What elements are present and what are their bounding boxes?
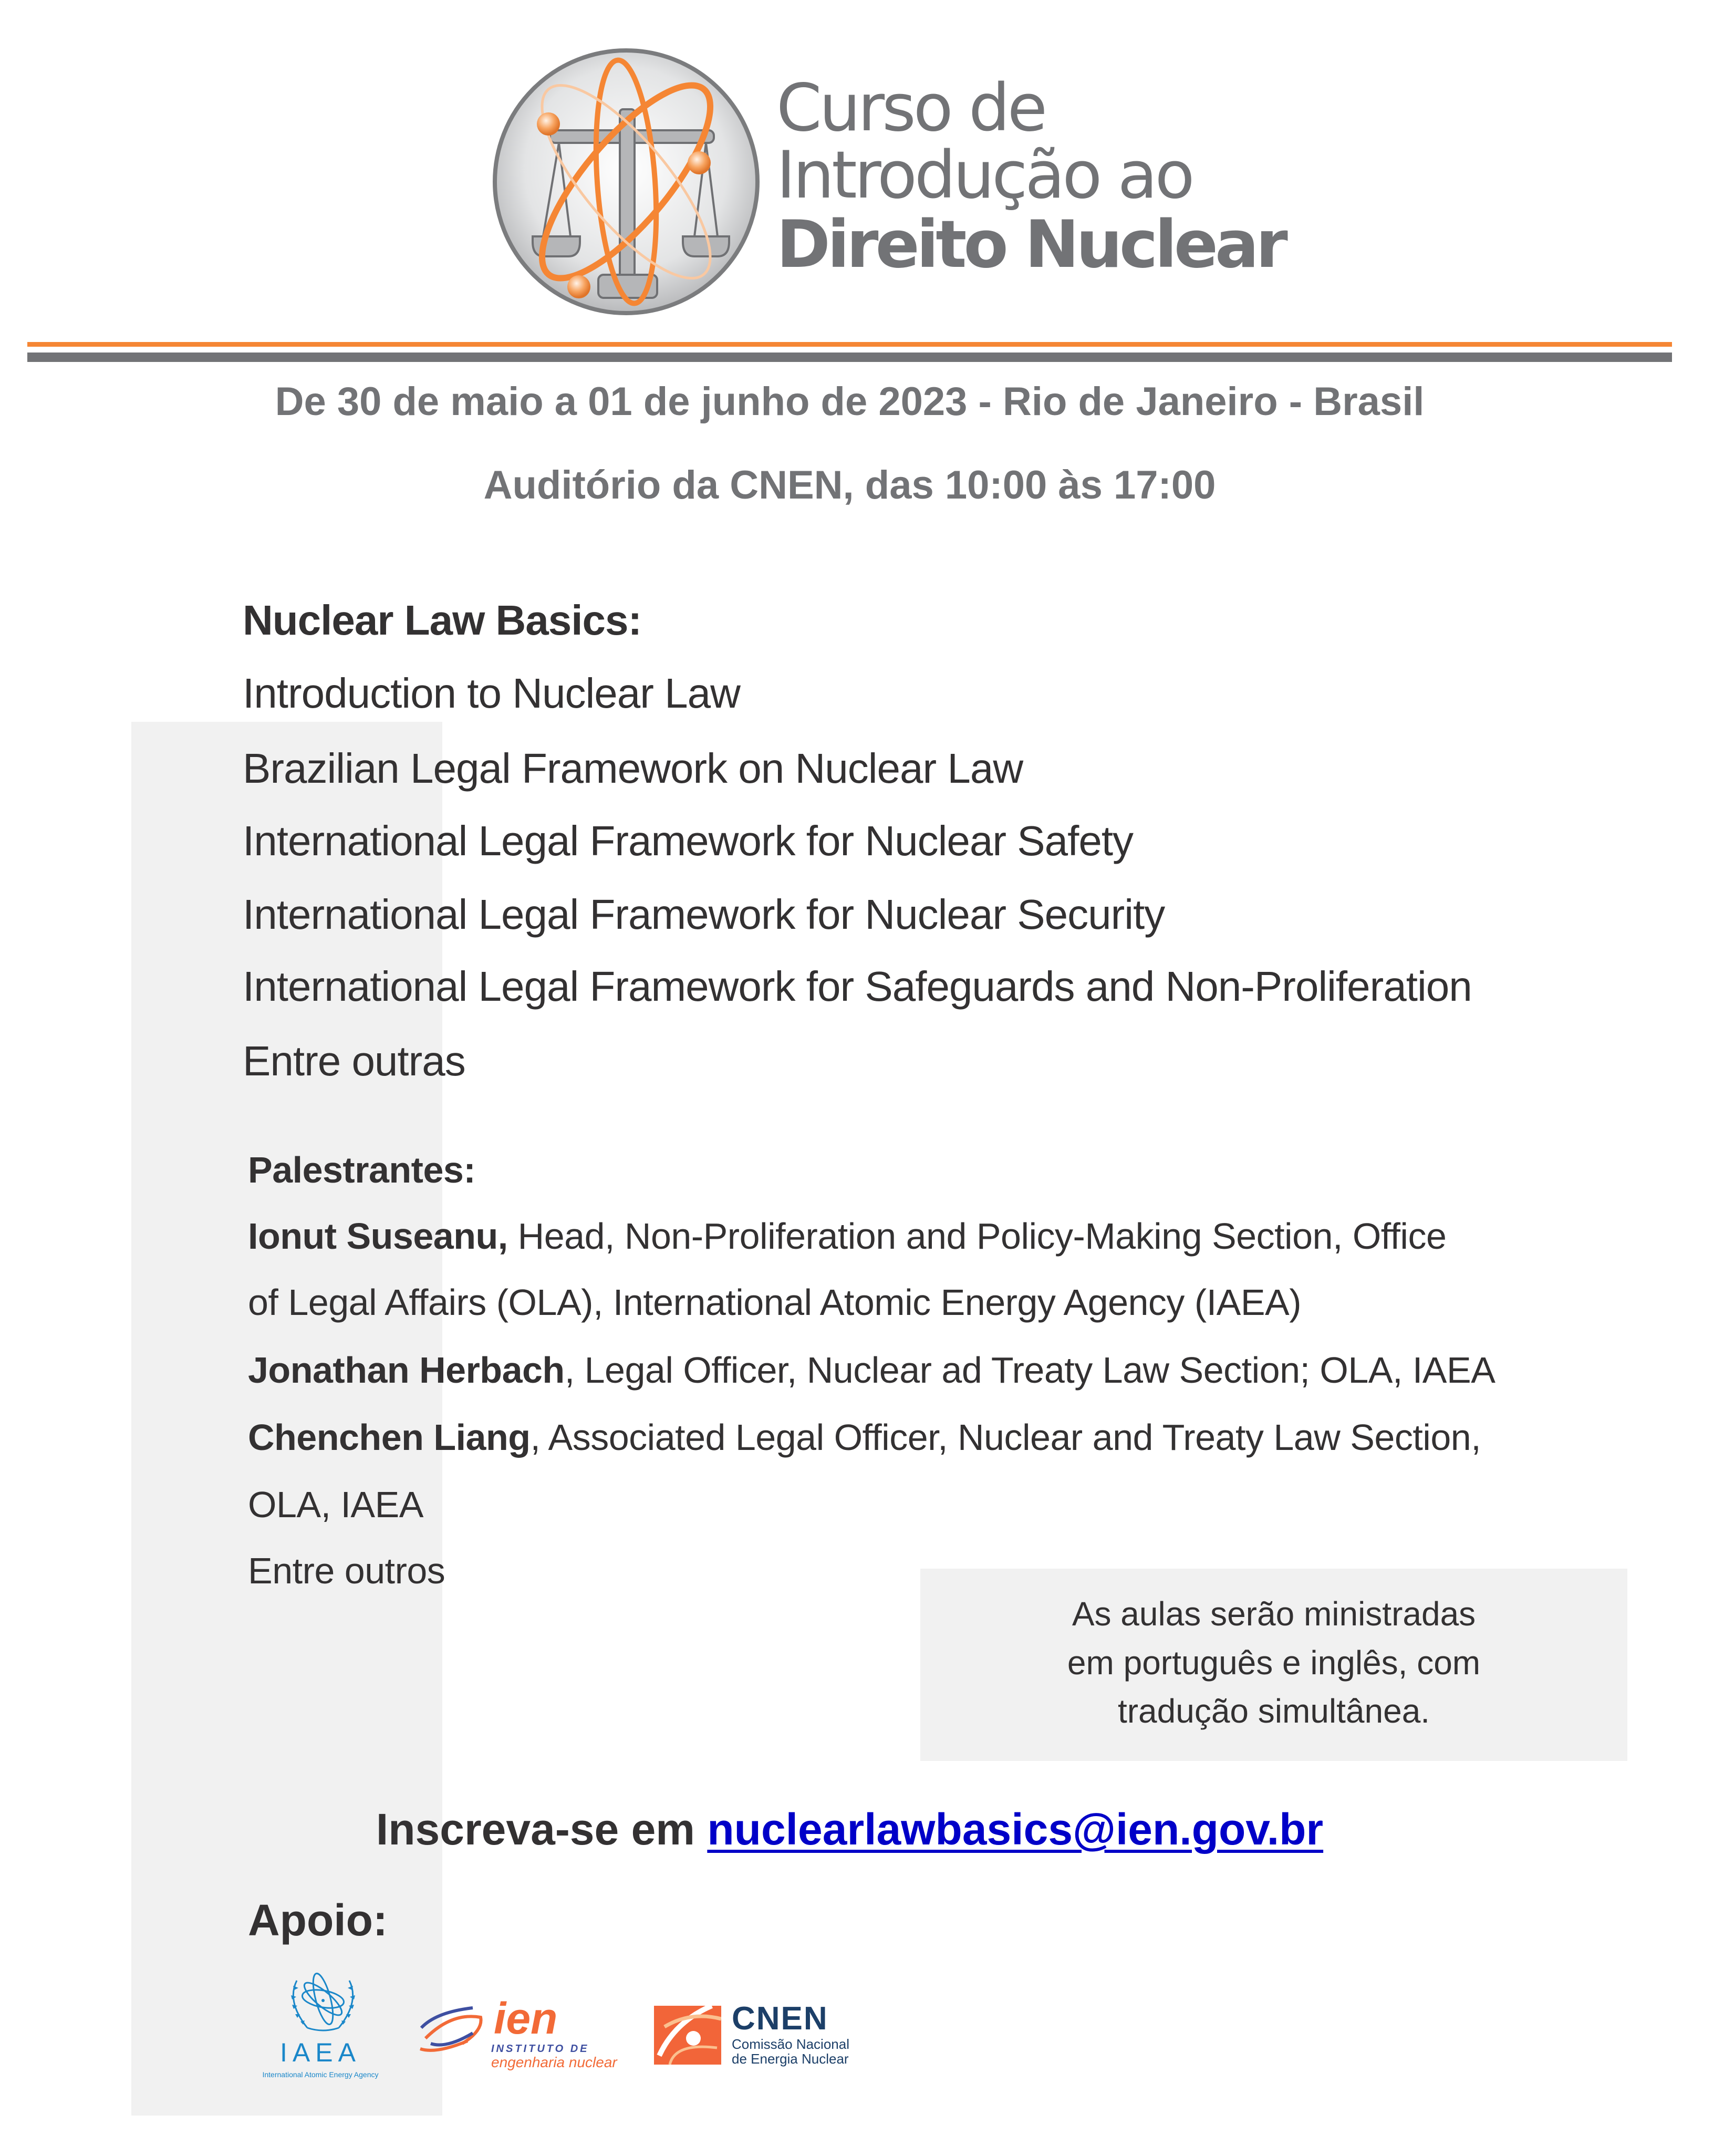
cnen-line2: de Energia Nuclear: [732, 2051, 849, 2067]
event-venue-time: Auditório da CNEN, das 10:00 às 17:00: [483, 463, 1216, 507]
ien-ring-icon: [415, 2002, 489, 2059]
registration-email-link[interactable]: nuclearlawbasics@ien.gov.br: [707, 1805, 1324, 1854]
topic-item: International Legal Framework for Safeguards and Non-Proliferation: [243, 963, 1472, 1010]
registration-line: [0, 1805, 1699, 1854]
speaker-ionut-suseanu: [248, 1218, 1446, 1255]
ien-acronym: [494, 1994, 558, 2043]
speaker-role-continued: OLA, IAEA: [248, 1484, 423, 1525]
course-title-line-1: Curso de: [776, 70, 1045, 146]
speakers-more: Entre outros: [248, 1550, 445, 1591]
speakers-heading: Palestrantes:: [248, 1149, 476, 1190]
iaea-emblem-icon: [284, 1970, 362, 2038]
topic-item: International Legal Framework for Nuclear Security: [243, 891, 1165, 938]
course-emblem-logo: [491, 46, 762, 317]
event-dates-location: De 30 de maio a 01 de junho de 2023 - Rio de Janeiro - Brasil: [275, 379, 1425, 424]
language-note-line: em português e inglês, com: [1067, 1644, 1481, 1682]
language-note-line: tradução simultânea.: [1117, 1692, 1430, 1730]
iaea-acronym: IAEA: [280, 2038, 361, 2067]
topic-item: Introduction to Nuclear Law: [243, 670, 740, 717]
speaker-role: , Associated Legal Officer, Nuclear and Treaty Law Section,: [530, 1417, 1481, 1458]
ien-logo: [415, 1996, 636, 2070]
topic-item: Entre outras: [243, 1038, 465, 1084]
topics-heading: Nuclear Law Basics:: [243, 597, 642, 644]
ien-line1: INSTITUTO DE: [491, 2043, 589, 2055]
language-note-line: As aulas serão ministradas: [1072, 1595, 1476, 1633]
cnen-atom-icon: [654, 2006, 721, 2065]
support-heading: Apoio:: [248, 1895, 388, 1945]
speaker-name: Chenchen Liang: [248, 1417, 531, 1458]
registration-prefix: Inscreva-se em: [376, 1805, 708, 1854]
speaker-role: Head, Non-Proliferation and Policy-Making Section, Office: [507, 1216, 1447, 1257]
iaea-logo: [242, 1970, 399, 2091]
iaea-full-name: International Atomic Energy Agency: [262, 2070, 379, 2079]
cnen-logo: [654, 2000, 875, 2069]
speaker-name: Jonathan Herbach: [248, 1350, 565, 1391]
cnen-acronym: CNEN: [732, 2000, 828, 2037]
course-title-line-3: Direito Nuclear: [776, 207, 1285, 283]
speaker-jonathan-herbach: [248, 1350, 1495, 1391]
speaker-name: Ionut Suseanu,: [248, 1216, 508, 1257]
orange-divider: [27, 342, 1672, 347]
speaker-role: , Legal Officer, Nuclear ad Treaty Law Section; OLA, IAEA: [564, 1350, 1495, 1391]
speaker-role-continued: of Legal Affairs (OLA), International Atomic Energy Agency (IAEA): [248, 1282, 1302, 1323]
gray-divider: [27, 353, 1672, 362]
topic-item: Brazilian Legal Framework on Nuclear Law: [243, 745, 1023, 792]
ien-acronym-text: ien: [494, 1994, 558, 2043]
cnen-line1: Comissão Nacional: [732, 2036, 849, 2052]
ien-line2: engenharia nuclear: [491, 2054, 617, 2070]
speaker-chenchen-liang: [248, 1419, 1481, 1456]
course-title-line-2: Introdução ao: [776, 138, 1192, 213]
topic-item: International Legal Framework for Nuclear Safety: [243, 817, 1134, 864]
